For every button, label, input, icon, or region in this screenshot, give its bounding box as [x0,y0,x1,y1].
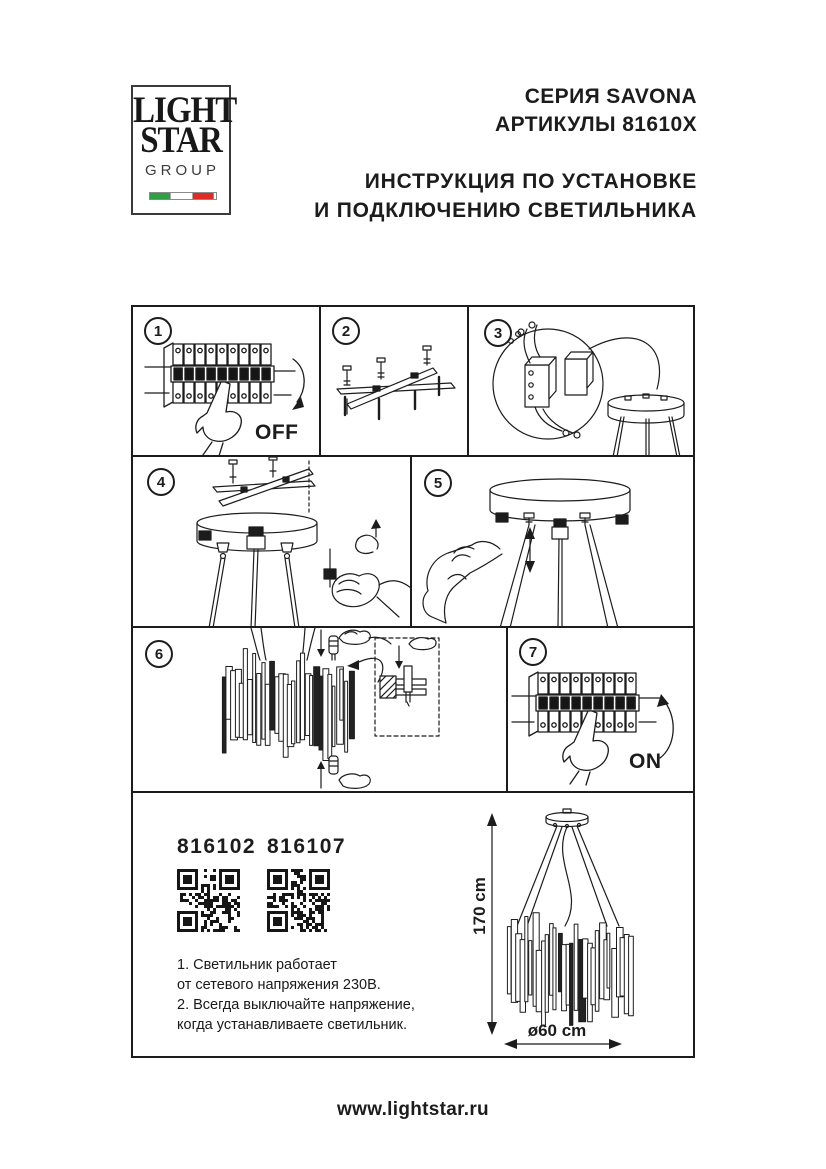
title-block [495,83,697,139]
steps-row-1 [133,307,693,457]
step-3-panel [469,307,689,455]
logo-word-star: STAR [140,120,222,162]
height-dimension-label: 170 cm [470,877,489,935]
instruction-line-1: ИНСТРУКЦИЯ ПО УСТАНОВКЕ [364,170,697,193]
article-number-816107: 816107 [267,835,347,858]
step-1-number: 1 [144,317,172,345]
note-line-1: 1. Светильник работает [177,957,337,973]
series-title: СЕРИЯ SAVONA [524,85,697,108]
step-5-panel [412,457,691,626]
instruction-title [314,167,697,225]
note-line-3: 2. Всегда выключайте напряжение, [177,997,415,1013]
diameter-dimension-label: ø60 cm [527,1021,587,1040]
product-info-panel [133,793,693,1056]
off-label: OFF [255,421,299,444]
dimension-drawing [463,800,688,1052]
articles-title: АРТИКУЛЫ 81610X [495,113,697,136]
step-7-panel [508,628,691,791]
step-4-panel [133,457,412,626]
safety-notes [177,955,415,1035]
lightstar-logo [131,85,237,215]
flag-tail [214,192,217,200]
step-2-number: 2 [332,317,360,345]
italian-flag-icon [149,192,214,200]
logo-word-light: LIGHT [133,90,237,132]
step-1-panel [133,307,321,455]
step-4-number: 4 [147,468,175,496]
step-7-number: 7 [519,638,547,666]
article-number-816102: 816102 [177,835,257,858]
qr-code-816102 [177,869,240,932]
qr-code-816107 [267,869,330,932]
step-2-panel [321,307,469,455]
step-3-number: 3 [484,319,512,347]
note-line-4: когда устанавливаете светильник. [177,1017,408,1033]
instruction-line-2: И ПОДКЛЮЧЕНИЮ СВЕТИЛЬНИКА [314,199,697,222]
step-6-panel [133,628,508,791]
steps-grid [131,305,695,1058]
logo-word-group: GROUP [144,162,220,179]
steps-row-2 [133,457,693,628]
steps-row-3 [133,628,693,793]
product-info-row [133,793,693,1056]
step-5-number: 5 [424,469,452,497]
step-6-number: 6 [145,640,173,668]
website-url: www.lightstar.ru [337,1099,489,1120]
cable-adjust-illustration [412,457,691,626]
note-line-2: от сетевого напряжения 230В. [177,977,381,993]
lamp-install-illustration [133,628,508,791]
on-label: ON [629,750,662,773]
